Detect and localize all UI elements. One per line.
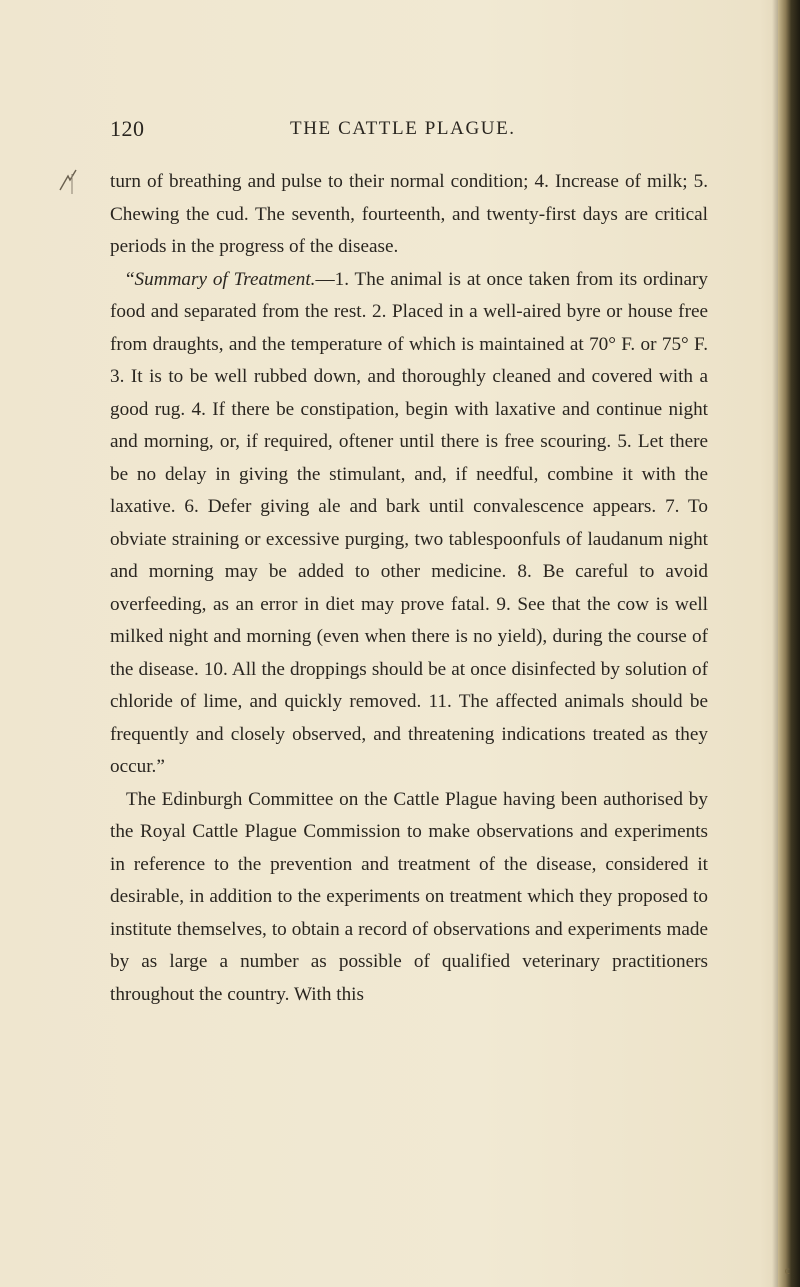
treatment-heading: Summary of Treatment.: [134, 268, 316, 290]
open-quote: “: [126, 268, 135, 290]
body-text: [110, 166, 708, 1011]
book-spine: [778, 0, 800, 1287]
page-header: [110, 116, 710, 146]
pencil-tick-icon: [58, 168, 78, 198]
paragraph-treatment-summary: [110, 264, 708, 784]
running-title: THE CATTLE PLAGUE.: [290, 118, 516, 139]
corner-mark: c: [784, 1266, 790, 1277]
paragraph-edinburgh-committee: The Edinburgh Committee on the Cattle Plague having been authorised by the Royal Cattle Plague Commission to make observations and experiments in reference to the prevention and treatment of the disease, considered it desirable, in addition to the experiments on treatment which they proposed to institute themselves, to obtain a record of observations and experiments made by as large a number as possible of qualified veterinary practitioners throughout the country. With this: [110, 788, 708, 1005]
treatment-text: —1. The animal is at once taken from its ordinary food and separated from the rest. 2. Placed in a well-aired byre or house free from draughts, and the temperature of which is maintained at 70° F. or 75° F. 3. It is to be well rubbed down, and thoroughly cleaned and covered with a good rug. 4. If there be constipation, begin with laxative and continue night and morning, or, if required, oftener until there is free scouring. 5. Let there be no delay in giving the stimulant, and, if needful, combine it with the laxative. 6. Defer giving ale and bark until convalescence appears. 7. To obviate straining or excessive purging, two tablespoonfuls of laudanum night and morning may be added to other medicine. 8. Be careful to avoid overfeeding, as an error in diet may prove fatal. 9. See that the cow is well milked night and morning (even when there is no yield), during the course of the disease. 10. All the droppings should be at once disinfected by solution of chloride of lime, and quickly removed. 11. The affected animals should be frequently and closely observed, and threatening indications treated as they occur.”: [110, 268, 708, 777]
paragraph-continuation: turn of breathing and pulse to their normal condition; 4. Increase of milk; 5. Chewing the cud. The seventh, fourteenth, and twenty-first days are critical periods in the progress of the disease.: [110, 171, 708, 257]
page-number: 120: [110, 116, 145, 141]
